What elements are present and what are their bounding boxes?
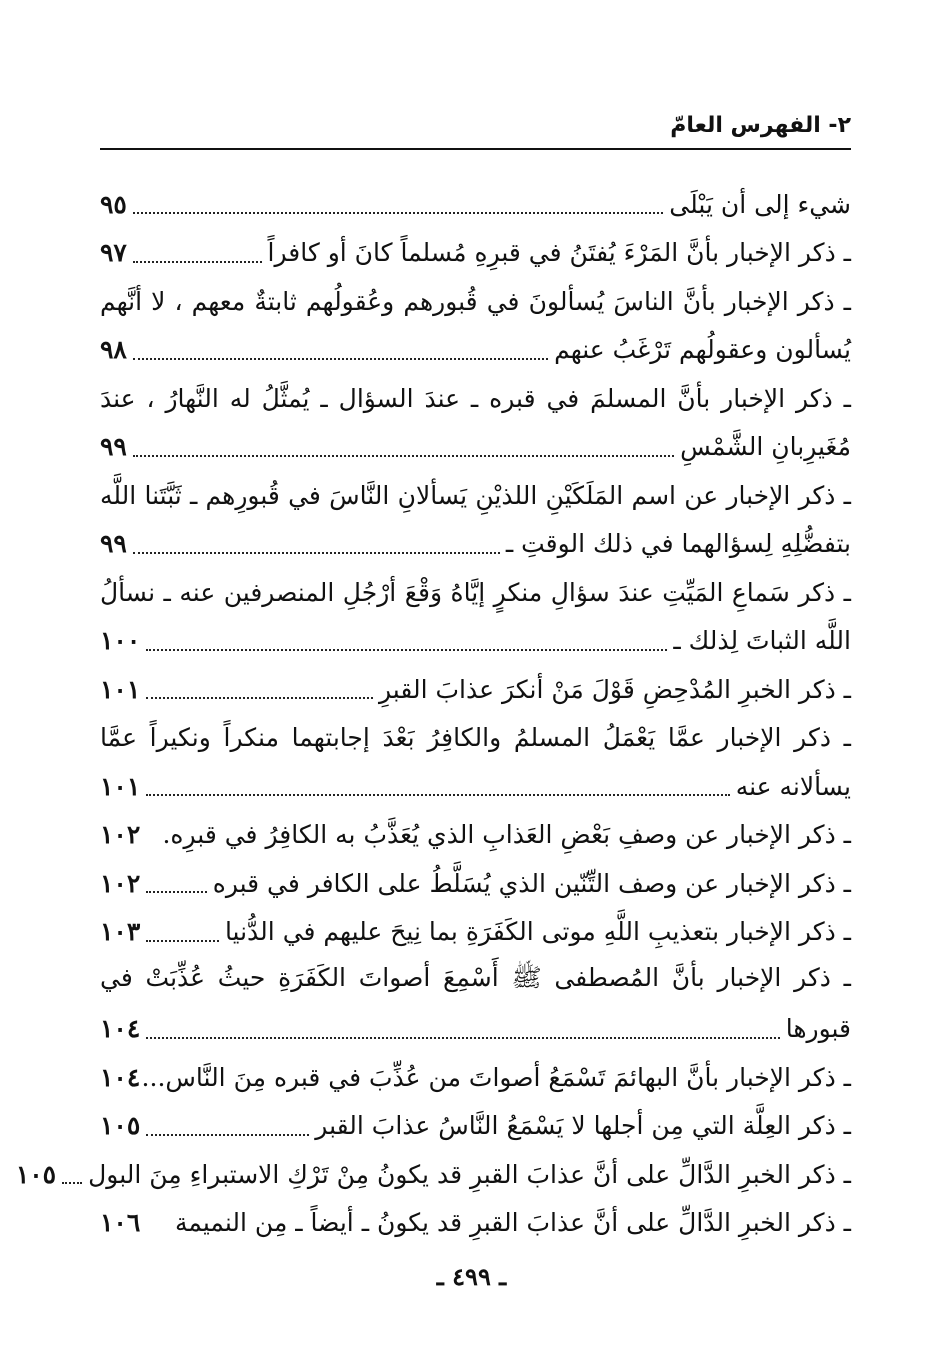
entry-text: يسألانه عنه: [735, 771, 851, 801]
entry-page-number: ١٠٦: [100, 1208, 141, 1238]
entry-page-number: ١٠٢: [100, 820, 141, 850]
entry-text: ـ ذكر الإخبار بأنَّ المَرْءَ يُفتَنُ في قبرِهِ مُسلماً كانَ أو كافراً: [267, 238, 851, 268]
entry-text: ـ ذكر الإخبار بأنَّ المُصطفى ﷺ أَسْمِعَ أصواتَ الكَفَرَةِ حيثُ عُذِّبَتْ في: [100, 962, 851, 992]
dot-leader: [146, 697, 373, 699]
index-entry: [100, 1005, 851, 1054]
entry-page-number: ١٠٥: [15, 1159, 57, 1189]
index-entry: [100, 1053, 851, 1102]
dot-leader: [146, 1134, 309, 1136]
entry-page-number: ١٠٤: [100, 1062, 141, 1092]
entry-page-number: ١٠٣: [100, 917, 141, 947]
index-entry: [100, 714, 851, 763]
dot-leader: [133, 358, 548, 360]
dot-leader: [133, 455, 674, 457]
index-entry: [100, 326, 851, 375]
entry-text: ـ ذكر الإخبار عمَّا يَعْمَلُ المسلمُ والكافِرُ بَعْدَ إجابتهما منكراً ونكيراً عمَّا: [100, 723, 851, 753]
entry-text: ـ ذكر الإخبار بأنَّ المسلمَ في قبره ـ عندَ السؤال ـ يُمثَّلُ له النَّهارُ ، عندَ: [100, 383, 851, 413]
index-entry: [100, 1199, 851, 1248]
index-entry: [100, 229, 851, 278]
page-number: ـ ٤٩٩ ـ: [436, 1262, 507, 1291]
index-entry: [100, 617, 851, 666]
entry-text: ـ ذكر الإخبار بأنَّ الناسَ يُسألونَ في قُبورهم وعُقولُهم ثابتةٌ معهم ، لا أنَّهم: [100, 286, 851, 316]
index-list: [15, 180, 851, 1247]
entry-text: شيء إلى أن يَبْلَى: [669, 189, 851, 219]
entry-text: ـ ذكر الإخبار عن اسم المَلَكَيْنِ اللذيْنِ يَسألانِ النَّاسَ في قُبورِهم ـ ثَبَّتَنا اللَّه: [100, 480, 851, 510]
entry-text: ـ ذكر الخبرِ المُدْحِضِ قَوْلَ مَنْ أنكرَ عذابَ القبرِ: [378, 674, 851, 704]
dot-leader: [133, 552, 500, 554]
entry-text: يُسألون وعقولُهم تَرْغَبُ عنهم: [554, 335, 851, 365]
entry-page-number: ١٠٤: [100, 1014, 141, 1044]
index-entry: [100, 471, 851, 520]
entry-text: مُغَيرِبانِ الشَّمْسِ: [680, 432, 851, 462]
entry-page-number: ١٠٠: [100, 626, 141, 656]
entry-text: ـ ذكر الخبرِ الدَّالِّ على أنَّ عذابَ القبرِ قد يكونُ ـ أيضاً ـ مِن النميمة: [175, 1208, 851, 1238]
dot-leader: [146, 940, 219, 942]
entry-text: ـ ذكر الخبرِ الدَّالِّ على أنَّ عذابَ القبرِ قد يكونُ مِنْ تَرْكِ الاستبراءِ مِنَ البول: [88, 1159, 851, 1189]
entry-text: ـ ذكر سَماعِ المَيِّتِ عندَ سؤالِ منكرٍ إيَّاهُ وَقْعَ أرْجُلِ المنصرفين عنه ـ نسألُ: [100, 577, 851, 607]
dot-leader: [133, 212, 663, 214]
entry-text: ـ ذكر الإخبار عن وصف التِّنّين الذي يُسَلَّطُ على الكافر في قبره: [212, 868, 851, 898]
dot-leader: [146, 794, 729, 796]
index-entry: [100, 374, 851, 423]
entry-page-number: ٩٥: [100, 189, 127, 219]
entry-page-number: ١٠٢: [100, 868, 141, 898]
entry-page-number: ٩٩: [100, 529, 127, 559]
dot-leader: [62, 1182, 82, 1184]
dot-leader: [146, 649, 667, 651]
entry-text: ـ ذكر الإخبار بأنَّ البهائمَ تَسْمَعُ أصواتَ من عُذِّبَ في قبره مِنَ النَّاس...: [141, 1062, 851, 1092]
index-entry: [100, 956, 851, 1005]
index-entry: [100, 908, 851, 957]
entry-text: قبورها: [785, 1014, 851, 1044]
entry-text: ـ ذكر الإخبار عن وصفِ بَعْضِ العَذابِ الذي يُعَذَّبُ به الكافِرُ في قبرِه.: [162, 820, 851, 850]
entry-page-number: ٩٩: [100, 432, 127, 462]
index-entry: [100, 762, 851, 811]
entry-page-number: ٩٨: [100, 335, 127, 365]
index-entry: [100, 859, 851, 908]
dot-leader: [146, 891, 206, 893]
index-entry: [100, 568, 851, 617]
header-divider: [100, 148, 851, 150]
section-title: ٢- الفهرس العامّ: [670, 113, 851, 138]
index-entry: [100, 277, 851, 326]
dot-leader: [133, 261, 262, 263]
entry-text: بتفضُّلِهِ لِسؤالهما في ذلك الوقتِ ـ: [505, 529, 851, 559]
index-entry: [100, 665, 851, 714]
entry-page-number: ٩٧: [100, 238, 127, 268]
index-entry: [100, 423, 851, 472]
entry-page-number: ١٠١: [100, 771, 141, 801]
dot-leader: [146, 1037, 779, 1039]
entry-page-number: ١٠١: [100, 674, 141, 704]
index-entry: [100, 1102, 851, 1151]
index-entry: [100, 180, 851, 229]
index-entry: [100, 811, 851, 860]
entry-text: ـ ذكر الإخبار بتعذيبِ اللَّهِ موتى الكَفَرَةِ بما نِيحَ عليهم في الدُّنيا: [224, 917, 851, 947]
entry-text: اللَّه الثباتَ لِذلك ـ: [673, 626, 851, 656]
index-entry: [100, 520, 851, 569]
index-entry: [15, 1150, 851, 1199]
entry-page-number: ١٠٥: [100, 1111, 141, 1141]
entry-text: ـ ذكر العِلَّة التي مِن أجلها لا يَسْمَعُ النَّاسُ عذابَ القبر: [315, 1111, 851, 1141]
